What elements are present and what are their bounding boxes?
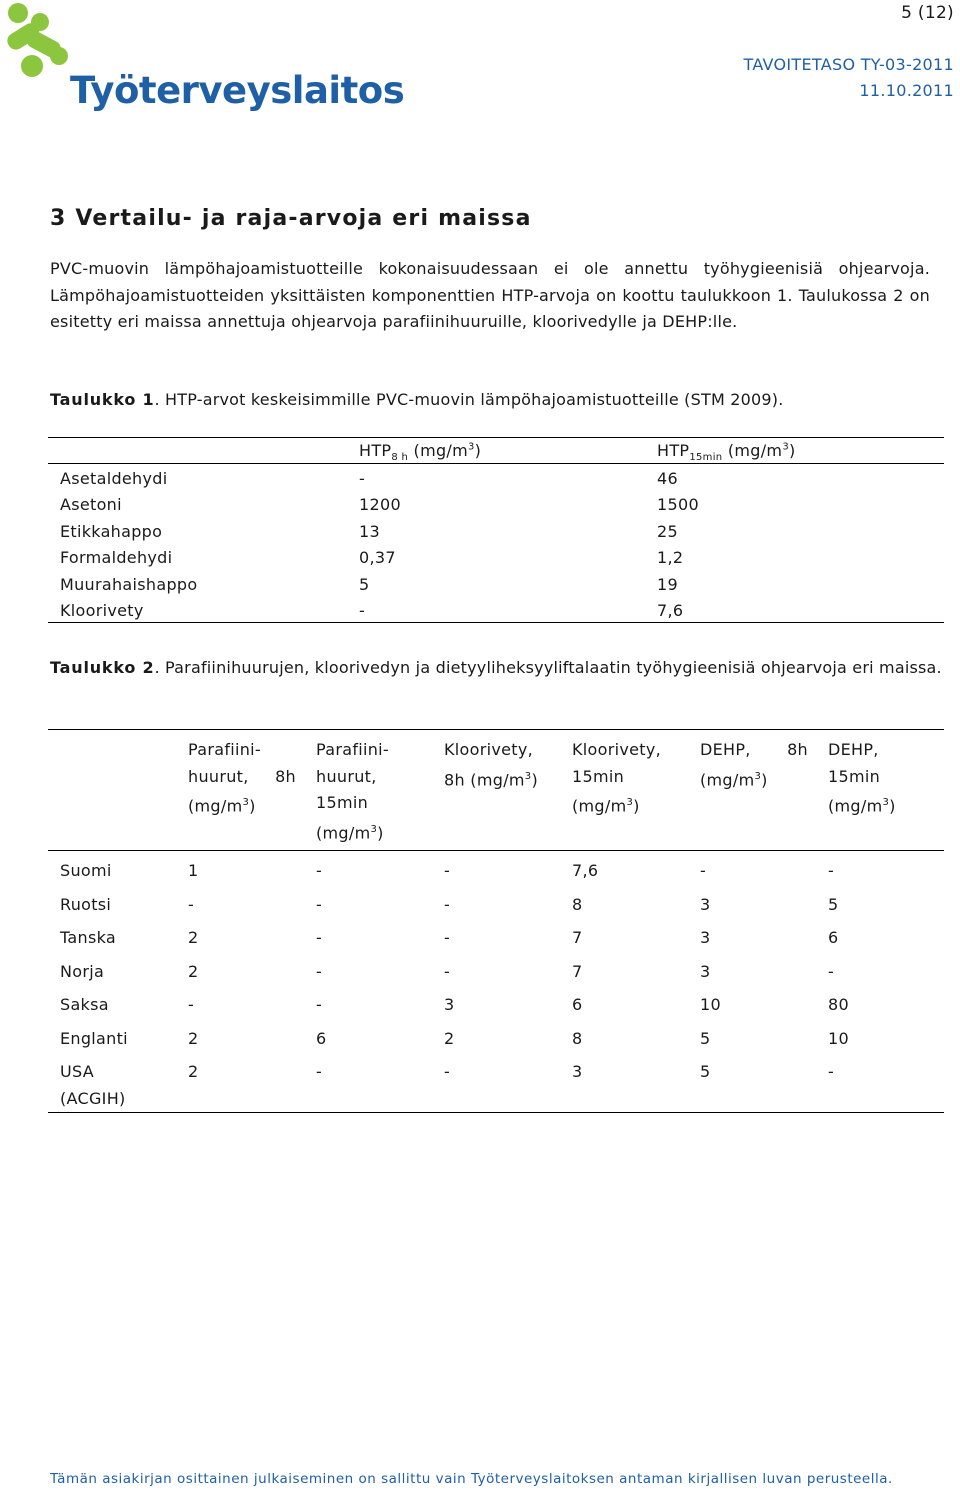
country-name: Norja <box>60 961 105 981</box>
intro-paragraph: PVC-muovin lämpöhajoamistuotteille kokonaisuudessaan ei ole annettu työhygieenisiä ohjearvoja. Lämpöhajoamistuotteiden yksittäisten komponenttien HTP-arvoja on koottu taulukkoon 1. Taulukossa 2 on esitetty eri maissa annettuja ohjearvoja parafiinihuuruille, kloorivedylle ja DEHP:lle. <box>50 259 930 331</box>
country-name: Englanti <box>60 1028 128 1048</box>
value-cell: 2 <box>188 1028 199 1048</box>
substance-name: Asetaldehydi <box>60 469 168 489</box>
htp-15min-value: 1,2 <box>657 548 684 568</box>
page-number: 5 (12) <box>901 3 954 23</box>
country-name: Tanska <box>60 928 116 948</box>
htp-8h-value: - <box>359 601 366 621</box>
substance-name: Asetoni <box>60 495 122 515</box>
table1-caption-text: . HTP-arvot keskeisimmille PVC-muovin lämpöhajoamistuotteille (STM 2009). <box>154 390 784 409</box>
table-row <box>48 918 944 952</box>
country-name: USA (ACGIH) <box>60 1062 126 1108</box>
table-row <box>48 543 944 570</box>
table-header-row <box>48 438 944 464</box>
value-cell: - <box>444 961 451 981</box>
value-cell: - <box>700 861 707 881</box>
table2-caption-text: . Parafiinihuurujen, kloorivedyn ja dietyyliheksyyliftalaatin työhygieenisiä ohjearvoja eri maissa. <box>154 658 942 677</box>
value-cell: 3 <box>700 894 711 914</box>
value-cell: 7 <box>572 928 583 948</box>
table-row <box>48 985 944 1019</box>
value-cell: - <box>828 1062 835 1082</box>
section-heading: 3 Vertailu- ja raja-arvoja eri maissa <box>50 206 532 231</box>
value-cell: - <box>316 1062 323 1082</box>
organization-logo <box>4 0 405 112</box>
value-cell: 2 <box>188 961 199 981</box>
htp-15min-value: 7,6 <box>657 601 684 621</box>
htp-15min-value: 25 <box>657 521 678 541</box>
value-cell: 3 <box>700 961 711 981</box>
value-cell: - <box>316 995 323 1015</box>
htp-8h-value: 5 <box>359 574 370 594</box>
value-cell: 8 <box>572 894 583 914</box>
htp-15min-value: 46 <box>657 469 678 489</box>
table-row <box>48 1052 944 1113</box>
substance-name: Formaldehydi <box>60 548 173 568</box>
value-cell: 80 <box>828 995 849 1015</box>
value-cell: - <box>316 961 323 981</box>
htp-values-table <box>48 437 944 623</box>
header-blank-cell <box>48 438 359 464</box>
htp-15min-value: 1500 <box>657 495 699 515</box>
country-name: Ruotsi <box>60 894 112 914</box>
value-cell: - <box>444 1062 451 1082</box>
substance-name: Etikkahappo <box>60 521 163 541</box>
value-cell: 6 <box>828 928 839 948</box>
value-cell: 7 <box>572 961 583 981</box>
header-hcl-8h: Kloorivety, 8h $(mg/m^3)$ <box>444 730 572 851</box>
table-row <box>48 570 944 597</box>
header-htp-15min: $HTP_{15min}$ $(mg/m^3)$ <box>657 438 944 464</box>
htp-8h-value: 13 <box>359 521 380 541</box>
value-cell: 3 <box>700 928 711 948</box>
table-header-row <box>48 730 944 851</box>
table2-caption <box>50 655 958 681</box>
value-cell: 10 <box>828 1028 849 1048</box>
value-cell: 3 <box>444 995 455 1015</box>
value-cell: - <box>828 961 835 981</box>
table-row <box>48 952 944 986</box>
value-cell: 2 <box>188 1062 199 1082</box>
value-cell: 5 <box>700 1028 711 1048</box>
value-cell: - <box>188 995 195 1015</box>
table-row <box>48 851 944 885</box>
value-cell: 8 <box>572 1028 583 1048</box>
value-cell: 2 <box>444 1028 455 1048</box>
logo-mark-icon <box>4 3 68 77</box>
table-row <box>48 517 944 544</box>
country-name: Suomi <box>60 861 112 881</box>
table-row <box>48 464 944 491</box>
document-date: 11.10.2011 <box>859 81 954 100</box>
substance-name: Muurahaishappo <box>60 574 198 594</box>
table2-caption-label: Taulukko 2 <box>50 658 155 677</box>
value-cell: 2 <box>188 928 199 948</box>
header-paraffin-8h: Parafiini- huurut, 8h $(mg/m^3)$ <box>188 730 316 851</box>
htp-8h-value: 1200 <box>359 495 401 515</box>
country-name: Saksa <box>60 995 109 1015</box>
htp-15min-value: 19 <box>657 574 678 594</box>
value-cell: 6 <box>316 1028 327 1048</box>
header-blank-cell <box>48 730 188 851</box>
footer-notice: Tämän asiakirjan osittainen julkaiseminen on sallittu vain Työterveyslaitoksen antaman kirjallisen luvan perusteella. <box>50 1471 893 1487</box>
value-cell: - <box>316 894 323 914</box>
table-row <box>48 490 944 517</box>
value-cell: 6 <box>572 995 583 1015</box>
document-code: TAVOITETASO TY-03-2011 <box>743 55 954 74</box>
header-dehp-15min: DEHP, 15min $(mg/m^3)$ <box>828 730 944 851</box>
value-cell: - <box>316 861 323 881</box>
value-cell: 5 <box>828 894 839 914</box>
value-cell: - <box>316 928 323 948</box>
value-cell: 3 <box>572 1062 583 1082</box>
value-cell: 1 <box>188 861 199 881</box>
value-cell: 5 <box>700 1062 711 1082</box>
header-htp-8h: $HTP_{8 h}$ $(mg/m^3)$ <box>359 438 657 464</box>
value-cell: - <box>188 894 195 914</box>
logo-wordmark: Työterveyslaitos <box>70 69 405 112</box>
header-paraffin-15min: Parafiini- huurut, 15min $(mg/m^3)$ <box>316 730 444 851</box>
table-row <box>48 596 944 623</box>
htp-8h-value: - <box>359 469 366 489</box>
table1-caption <box>50 387 950 413</box>
value-cell: 10 <box>700 995 721 1015</box>
table-row <box>48 1019 944 1053</box>
value-cell: 7,6 <box>572 861 599 881</box>
header-hcl-15min: Kloorivety, 15min $(mg/m^3)$ <box>572 730 700 851</box>
country-limits-table <box>48 729 944 1113</box>
header-dehp-8h: DEHP, 8h $(mg/m^3)$ <box>700 730 828 851</box>
substance-name: Kloorivety <box>60 601 144 621</box>
table-row <box>48 885 944 919</box>
value-cell: - <box>828 861 835 881</box>
value-cell: - <box>444 861 451 881</box>
value-cell: - <box>444 894 451 914</box>
table1-caption-label: Taulukko 1 <box>50 390 155 409</box>
htp-8h-value: 0,37 <box>359 548 396 568</box>
value-cell: - <box>444 928 451 948</box>
